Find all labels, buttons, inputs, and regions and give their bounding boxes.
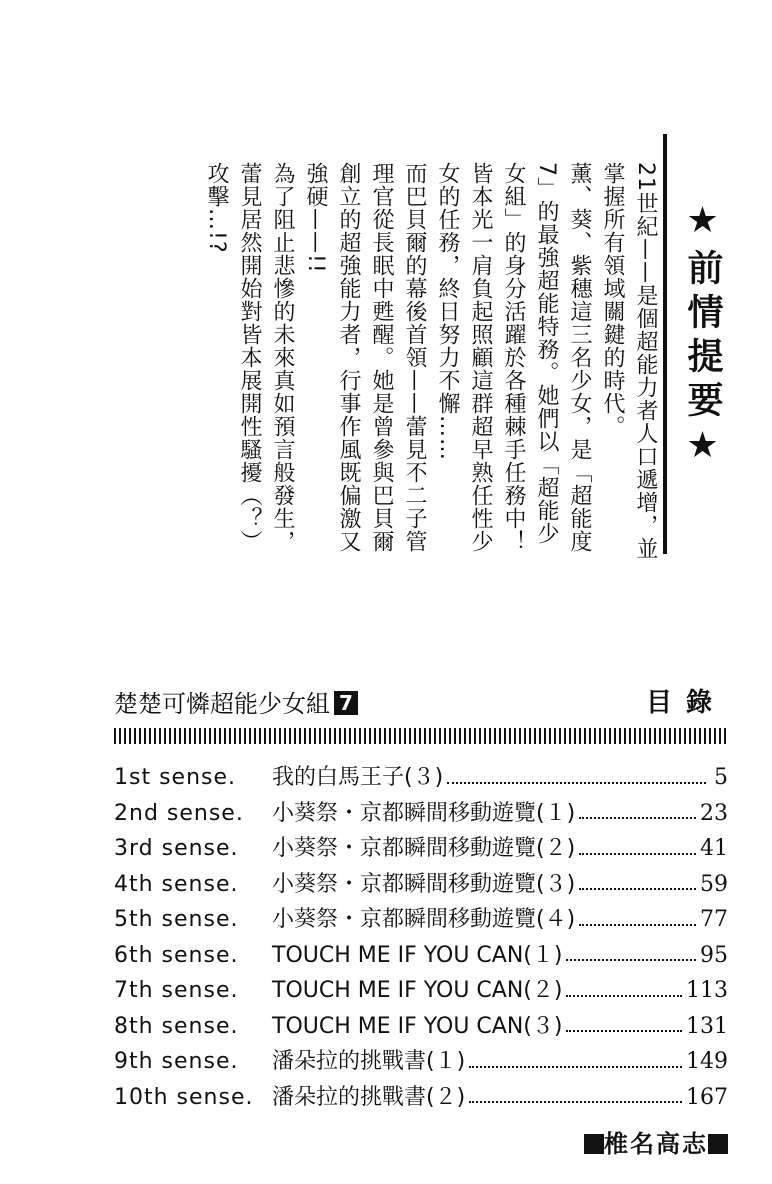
toc-entry[interactable] <box>114 760 728 796</box>
toc-leader-dots <box>447 782 706 784</box>
toc-entry[interactable] <box>114 1080 728 1116</box>
toc-entry-title: TOUCH ME IF YOU CAN(３) <box>272 1013 563 1039</box>
toc-entry-title: TOUCH ME IF YOU CAN(２) <box>272 978 563 1003</box>
toc-entry[interactable] <box>114 796 728 832</box>
toc-entry-page: 113 <box>686 978 728 1003</box>
toc-entry[interactable] <box>114 831 728 867</box>
toc-entry-title: 小葵祭・京都瞬間移動遊覽(３) <box>272 871 576 897</box>
toc-leader-dots <box>566 1030 682 1032</box>
synopsis-body <box>138 162 662 562</box>
toc-entry-title: 潘朵拉的挑戰書(１) <box>272 1049 466 1074</box>
toc-leader-dots <box>579 924 696 926</box>
series-title-text: 楚楚可憐超能少女組 <box>114 690 330 718</box>
toc-entry-title: 小葵祭・京都瞬間移動遊覽(２) <box>272 836 576 861</box>
synopsis-paragraph: 21世紀——是個超能力者人口遞增，並掌握所有領域關鍵的時代。 <box>600 162 658 560</box>
author-credit <box>584 1124 728 1159</box>
synopsis-paragraph: 而巴貝爾的幕後首領——蕾見不二子管理官從長眠中甦醒。她是曾參與巴貝爾創立的超強能力者，行事作風既偏激又強硬——!! <box>303 162 427 553</box>
volume-badge: 7 <box>334 691 358 715</box>
toc-entry-number: 10th sense. <box>114 1084 254 1110</box>
toc-entry[interactable] <box>114 902 728 938</box>
toc-list <box>114 760 728 1115</box>
synopsis-paragraph: 為了阻止悲慘的未來真如預言般發生，蕾見居然開始對皆本展開性騷擾（？）攻擊…!? <box>204 162 295 553</box>
toc-entry-page: 41 <box>700 836 728 861</box>
toc-entry-number: 1st sense. <box>114 765 237 790</box>
synopsis-heading: ★前情提要★ <box>682 200 723 474</box>
toc-entry-title: 潘朵拉的挑戰書(２) <box>272 1084 466 1110</box>
toc-entry-page: 167 <box>686 1084 728 1110</box>
toc-leader-dots <box>579 853 696 855</box>
toc-entry[interactable] <box>114 867 728 903</box>
toc-entry-number: 6th sense. <box>114 942 239 968</box>
toc-entry-number: 4th sense. <box>114 871 239 897</box>
toc-leader-dots <box>566 995 682 997</box>
toc-entry[interactable] <box>114 938 728 974</box>
toc-entry-title: TOUCH ME IF YOU CAN(１) <box>272 942 563 968</box>
square-ornament-left <box>584 1134 604 1154</box>
synopsis-divider <box>663 134 667 554</box>
toc-entry-page: 131 <box>686 1013 728 1039</box>
toc-entry[interactable] <box>114 973 728 1009</box>
toc-entry[interactable] <box>114 1009 728 1045</box>
toc-entry-title: 我的白馬王子(３) <box>272 765 444 790</box>
toc-leader-dots <box>579 888 696 890</box>
toc-leader-dots <box>566 959 696 961</box>
toc-entry-number: 3rd sense. <box>114 836 239 861</box>
toc-entry-number: 5th sense. <box>114 907 239 932</box>
toc-decorative-bar <box>114 728 726 744</box>
toc-entry[interactable] <box>114 1044 728 1080</box>
toc-leader-dots <box>469 1066 682 1068</box>
toc-entry-number: 7th sense. <box>114 978 239 1003</box>
toc-entry-title: 小葵祭・京都瞬間移動遊覽(４) <box>272 907 576 932</box>
toc-entry-page: 23 <box>700 800 728 826</box>
toc-entry-page: 77 <box>700 907 728 932</box>
toc-entry-page: 59 <box>700 871 728 897</box>
toc-leader-dots <box>469 1101 682 1103</box>
toc-entry-page: 149 <box>686 1049 728 1074</box>
toc-entry-page: 95 <box>700 942 728 968</box>
toc-heading: 目錄 <box>645 688 726 718</box>
synopsis-paragraph: 薰、葵、紫穗這三名少女，是「超能度7」的最強超能特務。她們以「超能少女組」的身分活躍於各種棘手任務中！ <box>501 162 592 553</box>
author-name: 椎名高志 <box>604 1130 708 1158</box>
toc-entry-number: 8th sense. <box>114 1013 239 1039</box>
synopsis-paragraph: 皆本光一肩負起照顧這群超早熟任性少女的任務，終日努力不懈…… <box>435 162 493 553</box>
toc-entry-page: 5 <box>714 765 728 790</box>
toc-entry-number: 9th sense. <box>114 1049 239 1074</box>
square-ornament-right <box>708 1134 728 1154</box>
toc-leader-dots <box>579 817 696 819</box>
toc-entry-number: 2nd sense. <box>114 800 244 826</box>
series-title <box>114 684 358 719</box>
toc-entry-title: 小葵祭・京都瞬間移動遊覽(１) <box>272 800 576 826</box>
